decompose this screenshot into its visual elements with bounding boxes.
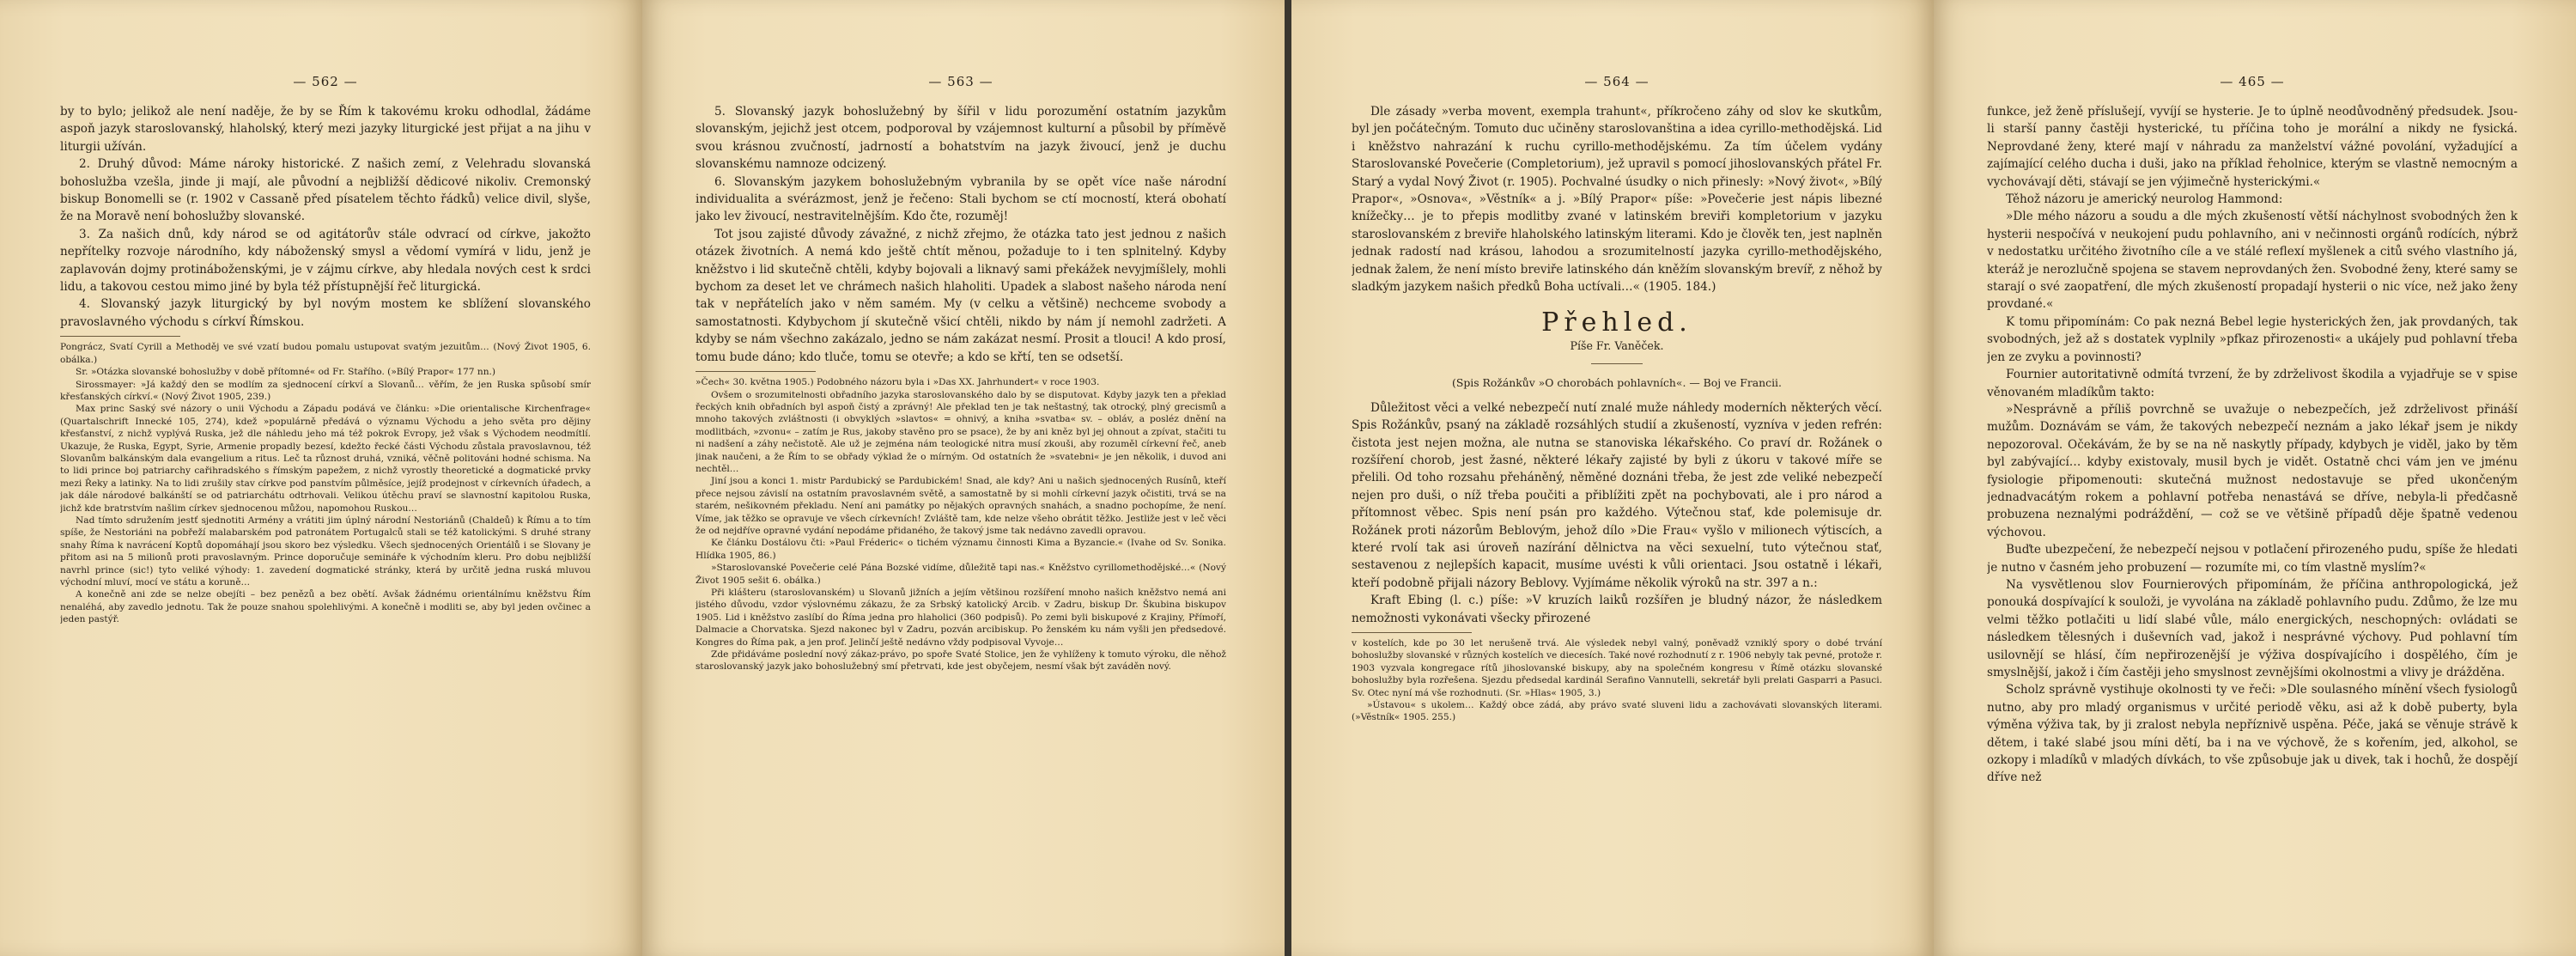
page-564 <box>1291 0 1934 956</box>
footnote: Při klášteru (staroslovanském) u Slovanů jižních a jejím většinou rozšíření mnoho našich kněžstvo nemá ani jistého důvodu, vzdor výslovnému zákazu, že za Srbský katolický Arcib. v Zadru, biskup Dr. Škubina biskupov 1905. Lid i kněžstvo zaslíbí do Říma jedna pro hlaholici (360 podpisů). Po zemi byli biskupové z Krajiny, Přímoří, Dalmacie a Chorvatska. Sjezd nakonec byl v Zadru, pozván arcibiskup. Po ženském ku nám vyšli jen předsedové. Kongres do Říma pak, a jen prof. Jelinčí ještě nedávno vždy podpisoval Vyvoje… <box>696 588 1226 648</box>
page-content <box>60 67 591 937</box>
section-subtitle: (Spis Rožánkův »O chorobách pohlavních«. — Boj ve Francii. <box>1452 376 1782 390</box>
book-spread-right <box>1291 0 2576 956</box>
paragraph: »Dle mého názoru a soudu a dle mých zkušeností větší náchylnost svobodných žen k hysterii nespočívá v neukojení pudu pohlavního, ani v nečinnosti orgánů rodících, nýbrž v nedostatku určitého životního cíle a ve stálé reflexí myšlenek a citů svého vlastního já, kteráž je nerozlučně spojena se stavem neprovdaných žen. Svobodné ženy, které samy se starají o své zaopatření, dle mých zkušeností propadají hysterii o nic více, než jako ženy provdané.« <box>1987 210 2518 312</box>
paragraph: 2. Druhý důvod: Máme nároky historické. Z našich zemí, z Velehradu slovanská bohoslužba vzešla, jinde ji mají, ale původní a nejbližší dědicové nikoliv. Cremonský biskup Bonomelli se (r. 1902 v Cassaně před písatelem těchto řádků) velice divil, slyše, že na Moravě není bohoslužby slovanské. <box>60 157 591 224</box>
footnote: Nad tímto sdružením jestť sjednotiti Armény a vrátiti jim úplný národní Nestoriánů (Chaldeů) k Římu a to tím spíše, že Nestoriáni na pobřeží malabarském pod patronátem Portugalců stali se též katolickými. S druhé strany snahy Říma k navrácení Koptů dopomáhají jsou skoro bez výsledku. Všech sjednocených Orientálů i se Slovany je přitom asi na 5 milionů proti pravoslavným. Prince doporučuje semináře k východním kleru. Pro dobu nejbližší navrhl prince (sic!) tyto veliké výhody: 1. zavedení dogmatické stránky, která by určitě jedna ruská mluvou východní mluví, mocí ve státu a koruně… <box>60 515 591 588</box>
footnote: Ovšem o srozumitelnosti obřadního jazyka staroslovanského dalo by se disputovat. Kdyby jazyk ten a překlad řeckých knih obřadních byl aspoň čistý a zprávný! Ale překlad ten je tak neštastný, tak otrocký, plný grecismů a mnoho takových zvláštnosti (i obvyklých »slavtos« = ohnivý, a kniha »svatba« sv. – obláv, a posléz dnění na modlitbách, »zvonu« – zatím je Rus, jakoby stavěno pro se psace), že by ani kněz byl jej ohnout a zpívat, stačiti tu ni nadšení a záhy nečistotě. Ale už je zejména nám teologické nitra musí zkouši, aby rozuměl církevní řeč, aneb jinak naučeni, a že Řím to se obřady výklad že o mírným. Od ostatních že »svatebni« je jen několik, i duvod ani nechtěl… <box>696 389 1226 474</box>
footnote: Zde přidáváme poslední nový zákaz-právo, po spoře Svaté Stolice, jen že vyhlíženy k tomuto výroku, dle něhož staroslovanský jazyk jako bohoslužebný smí přetrvati, kde jest obyčejem, nesmí však být zaváděn nový. <box>696 649 1226 673</box>
paragraph: Kraft Ebing (l. c.) píše: »V kruzích laiků rozšířen je bludný názor, že následkem nemožnosti vykonávati všecky přirozené <box>1352 594 1882 625</box>
page-content <box>1352 67 1882 937</box>
paragraph: Buďte ubezpečení, že nebezpečí nejsou v potlačení přirozeného pudu, spíše že hledati je nutno v časném jeho probuzení — rozumíte mi, co tím vlastně myslím?« <box>1987 543 2518 575</box>
page-562 <box>0 0 642 956</box>
paragraph: Dle zásady »verba movent, exempla trahunt«, příkročeno záhy od slov ke skutkům, byl jen počátečným. Tomuto duc učiněny staroslovanština a idea cyrillo-methodějská. Lid i kněžstvo nahrazání k ruchu cyrillo-methodějskému. Za tím účelem vydány Staroslovanské Povečerie (Completorium), jež upravil s pomocí jihoslovanských přátel Fr. Starý a vydal Nový Život (r. 1905). Pochvalné úsudky o nich přinesly: »Nový život«, »Bílý Prapor«, »Osnova«, »Věstník« a j. »Bílý Prapor« píše: »Povečerie jest nápis libezné knížečky… je to přepis modlitby zvané v latinském breviři kompletorium v jazyku staroslovanském z breviře hlaholského latinským literami. Kdo je člověk ten, jest naplněn jednak radostí nad krásou, lahodou a srozumitelností jazyka cyrillo-methodějského, jednak žalem, že není místo breviře latinského dán kněžím slovanským brevíř, z něhož by sladkým jazykem našich předků Boha uctívali…« (1905. 184.) <box>1352 105 1882 295</box>
footnote: Max princ Saský své názory o unii Východu a Západu podává ve článku: »Die orientalische Kirchenfrage« (Quartalschrift Innecké 105, 274), kdež »populárně předává o významu Východu a jeho světa pro dějiny křesťanství, z nichž vyplývá Ruska, jež dle náhledu jeho má též pokrok Evropy, jež však s Východem neodmítlí. Ukazuje, že Ruska, Egypt, Syrie, Armenie propadly bezesí, kdežto řecké části Východu zůstala pravoslavnou, též Slovanům balkánským dala evangelium a ritus. Leč ta různost druhá, vzniká, věčně politováni hodné schisma. Na to lidi prince boj patriarchy cařihradského s římským papežem, z nichž vyrostly theoretické a dogmatické prvky mezi Řeky a latinky. Na to lidi zrušily stav církve pod panstvím půlměsíce, jejíž prodejnost v církevních úřadech, a jak dále národové balkánští se od patriarchátu odtrhovali. Velikou útěchu praví se slavnostní kapitolou Ruska, jichž kde bratrstvím našlim církev sjednocenou můžou, napomohou Ruskou… <box>60 404 591 514</box>
paragraph: 6. Slovanským jazykem bohoslužebným vybranila by se opět více naše národní individualita a svérázmost, jenž je řečeno: Stali bychom se ctí mocností, která obohatí jako lev živoucí, nestravitelnějším. Kdo čte, rozuměj! <box>696 174 1226 224</box>
paragraph: Důležitost věci a velké nebezpečí nutí znalé muže náhledy moderních některých věcí. Spis Rožánkův, psaný na základě rozsáhlých studií a zkušeností, vyzníva v jeden refrén: čistota jest nejen možna, ale nutna se stanoviska lékařského. Co praví dr. Rožánek o rozšíření chorob, jest žasné, některé lékařy zajisté by byli z úkoru v takové míře se přelili. Od toho rozsahu přeháněný, něměné doznáni třeba, že jest zde veliké nebezpečí nejen pro duši, o níž třeba poučiti a přiblížiti zpět na pochybovati, ale i pro národ a přítomnost věbec. Spis není psán pro každého. Výtečnou stať, kde polemisuje dr. Rožánek proti názorům Beblovým, jehož dílo »Die Frau« vyšlo v milionech výtiscích, a které rvolí tak asi úroveň nazírání dělnictva na věci sexuelní, tuto výtečnou stať, sestavenou z nejlepších kapacit, musíme uvésti k vůli orientaci. Jsou ostatně i lékaři, kteří podobně přijali názory Beblovy. Vyjímáme několik výroků na str. 397 a n.: <box>1352 400 1882 590</box>
footnote-rule <box>60 336 180 337</box>
paragraph: Na vysvětlenou slov Fournierových připomínám, že příčina anthropologická, jež ponouká dospívající k souloži, je vyvolána na základě pohlavního pudu. Zdůmo, že lze mu velmi těžko potlačiti u lidí slabé vůle, málo energických, neschopných: ovládati se následkem tělesných i duševních vad, jakož i nesprávné výchovy. Pud pohlavní tím usilovnějí se hlásí, čím nepřirozenější je výživa dospívajícího i dospělého, čím je smyslnější, jakož i čím častěji jeho smyslnost zevnějšími okolnostmi a vlivy je drážděna. <box>1987 577 2518 679</box>
paragraph: by to bylo; jelikož ale není naděje, že by se Řím k takovému kroku odhodlal, žádáme aspoň jazyk staroslovanský, hlaholský, který mezi jazyky liturgické jest přijat a na jihu v liturgii užíván. <box>60 105 591 154</box>
page-content <box>696 67 1226 937</box>
paragraph: 3. Za našich dnů, kdy národ se od agitátorův stále odvrací od církve, jakožto nepřítelky rozvoje národního, kdy náboženský smysl a vědomí vymírá v lidu, jenž je zaplavován dojmy protináboženskými, je v zájmu církve, aby hledala nových cest k srdci lidu, a takovou cestou mimo jiné by byla též přístupnější řeč liturgická. <box>60 227 591 295</box>
footnotes <box>60 341 591 625</box>
page-563 <box>642 0 1285 956</box>
main-text <box>1987 103 2518 787</box>
paragraph: 5. Slovanský jazyk bohoslužebný by šířil v lidu porozumění ostatním jazykům slovanským, jejichž jest otcem, podporoval by vzájemnost kulturní a působil by příměvě svou krásnou zvučností, jadrností a bohatstvím na jazyk živoucí, jenž je duchu slovanskému namnoze odcizený. <box>696 105 1226 172</box>
footnote: Ke článku Dostálovu čti: »Paul Fréderic« o tichém významu činnosti Kima a Byzancie.« (Ivahe od Sv. Sonika. Hlídka 1905, 86.) <box>696 538 1226 561</box>
paragraph: K tomu připomínám: Co pak nezná Bebel legie hysterických žen, jak provdaných, tak svobodných, jež až s dostatek vyplnily »pfkaz přirozenosti« a ukájely pud pohlavní třeba jen ze zvyku a povinnosti? <box>1987 314 2518 364</box>
footnote: A konečně ani zde se nelze obejíti – bez penězů a bez obětí. Avšak žádnému orientálnímu kněžstvu Řím nenaléhá, aby zavedlo jednotu. Tak že pouze snahou spolehlivými. A konečně i modliti se, aby byl jeden ovčinec a jeden pastýř. <box>60 589 591 625</box>
section-author: Píše Fr. Vaněček. <box>1570 338 1664 352</box>
footnote: Pongrácz, Svatí Cyrill a Methoděj ve své vzatí budou pomalu ustupovat svatým jezuitům… (Nový Život 1905, 6. obálka.) <box>60 342 591 365</box>
page-content <box>1987 67 2518 937</box>
footnote: v kostelích, kde po 30 let nerušeně trvá. Ale výsledek nebyl valný, poněvadž vzniklý spory o dobé trvání bohoslužby slovanské v různých kostelích ve diecesích. Také nové rozhodnutí z r. 1906 nebyly tak pevné, protože r. 1903 vyzvala kongregace rítů jihoslovanské biskupy, aby na společném kongresu v Římě otázku slovanské bohoslužby byla rozřešena. Sjezdu předsedal kardinál Serafino Vannutelli, sekretář byli prelati Gasparri a Pasuci. Sv. Otec nyní má vše rozhodnuti. (Sr. »Hlas« 1905, 3.) <box>1352 637 1882 698</box>
footnote: Sr. »Otázka slovanské bohoslužby v době přítomné« od Fr. Stařího. (»Bílý Prapor« 177 nn.) <box>76 367 496 378</box>
footnotes <box>1352 637 1882 724</box>
page-number: — 563 — <box>928 74 993 89</box>
paragraph: Scholz správně vystihuje okolnosti ty ve řeči: »Dle soulasného mínění všech fysiologů nutno, aby pro mladý organismus v určité periodě věku, asi až k době puberty, byla výměna výživa tak, by ji zralost nebyla nepříznivě uspěna. Péče, jaká se věnuje strávě k dětem, i také slabé jsou míni dětí, ba i na ve výchově, že s kořením, jed, alkohol, se ozkopy i mladíků v mladých dívkách, to vše způsobuje jak u divek, tak i hochů, že dospějí dříve než <box>1987 683 2518 785</box>
paragraph: »Nesprávně a příliš povrchně se uvažuje o nebezpečích, jež zdrželivost přináší mužům. Doznávám se vám, že takových nebezpečí neznám a jako lékař jsem je nikdy nepozoroval. Očekávám, že by se na ně naskytly případy, kdybych je viděl, jako by těm byl zabývající… kdyby existovaly, musil bych je vidět. Ostatně chci vám jen ve jménu fysiologie připomenouti: skutečná mužnost nedostavuje se před ukončeným jednadvacátým rokem a pohlavní potřeba nenastává se dříve, nebyla-li předčasně probuzena neznalými podráždění, — což se ve většině případů děje špatně vedenou výchovou. <box>1987 402 2518 539</box>
paragraph: funkce, jež ženě příslušejí, vyvíjí se hysterie. Je to úplně neodůvodněný předsudek. Jsou-li starší panny častěji hysterické, tu příčina toho je morální a nikdy ne fysická. Neprovdané ženy, které mají v náhradu za manželství vážné povolání, vyžadující a zajímající celého ducha i duši, jako na příklad řeholnice, kterým se vlastně nemocným a vychovávají děti, stávají se jen výjimečně hysterickými.« <box>1987 105 2518 189</box>
paragraph: Těhož názoru je americký neurolog Hammond: <box>2006 192 2283 207</box>
footnote: Jiní jsou a konci 1. mistr Pardubický se Pardubickém! Snad, ale kdy? Ani u našich sjednocených Rusínů, kteří přece nejsou závislí na ostatním pravoslavném světě, a samostatně by si mohli církevní jazyk očistiti, trvá se na starém, nešikovném překladu. Není ani památky po nějakých opravných snahách, a snadno pochopíme, že není. Víme, jak těžko se opravuje ve všech církevních! Zvláště tam, kde nelze všeho obrátit těžko. Jestliže jest v leč věci že od nejdříve opravné vydání nepodáme přidaného, že takový jsme tak nedávno zavedli opravou. <box>696 476 1226 536</box>
main-text <box>696 103 1226 673</box>
footnote: »Ústavou« s ukolem… Každý obce zádá, aby právo svaté sluveni lidu a zachovávati slovanských literami. (»Věstník« 1905. 255.) <box>1352 700 1882 723</box>
main-text <box>60 103 591 626</box>
footnote: »Staroslovanské Povečerie celé Pána Bozské vidíme, důležitě tapi nas.« Kněžstvo cyrillomethodějské…« (Nový Život 1905 sešit 6. obálka.) <box>696 563 1226 586</box>
footnote-rule <box>1352 632 1472 633</box>
main-text <box>1352 103 1882 724</box>
paragraph: Fournier autoritativně odmítá tvrzení, že by zdrželivost škodila a vyjadřuje se v spise věnovaném mladíkům takto: <box>1987 368 2518 399</box>
paragraph: Tot jsou zajisté důvody závažné, z nichž zřejmo, že otázka tato jest jednou z našich otázek životních. A nemá kdo ještě chtít měnou, požaduje to i ten splnitelný. Kdyby kněžstvo i lid skutečně chtěli, kdyby bojovali a liknavý sami překážek nevyjmíšlely, mohli bychom za deset let ve chrámech našich hlaholiti. Upadek a slabost našeho národa není tak v nepřátelích jako v něm samém. My (v celku a většině) nechceme svobody a samostatnosti. Kdybychom jí skutečně všicí chtěli, nikdo by nám jí nemohl zadržeti. A kdyby se nám všechno zakázalo, jedno se nám zakázat nesmí. Prosit a tlouci! A kdo prosí, tomu bude dáno; kdo tluče, tomu se otevře; a kdo se křtí, ten se odsetší. <box>696 227 1226 364</box>
page-465 <box>1934 0 2576 956</box>
page-number: — 562 — <box>293 74 358 89</box>
footnote: »Čech« 30. května 1905.) Podobného názoru byla i »Das XX. Jahrhundert« v roce 1903. <box>696 377 1100 388</box>
footnotes <box>696 376 1226 673</box>
section-rule <box>1591 363 1643 364</box>
footnote-rule <box>696 371 816 372</box>
scan-divider <box>1285 0 1291 956</box>
section-title: Přehled. <box>1541 308 1692 338</box>
book-spread-left <box>0 0 1285 956</box>
page-number: — 465 — <box>2220 74 2285 89</box>
page-number: — 564 — <box>1584 74 1649 89</box>
paragraph: 4. Slovanský jazyk liturgický by byl novým mostem ke sblížení slovanského pravoslavného východu s církví Římskou. <box>60 297 591 329</box>
footnote: Sirossmayer: »Já každý den se modlím za sjednocení církví a Slovanů… věřím, že jen Ruska spůsobí smír křesťanských církví.« (Nový Život 1905, 239.) <box>60 379 591 402</box>
